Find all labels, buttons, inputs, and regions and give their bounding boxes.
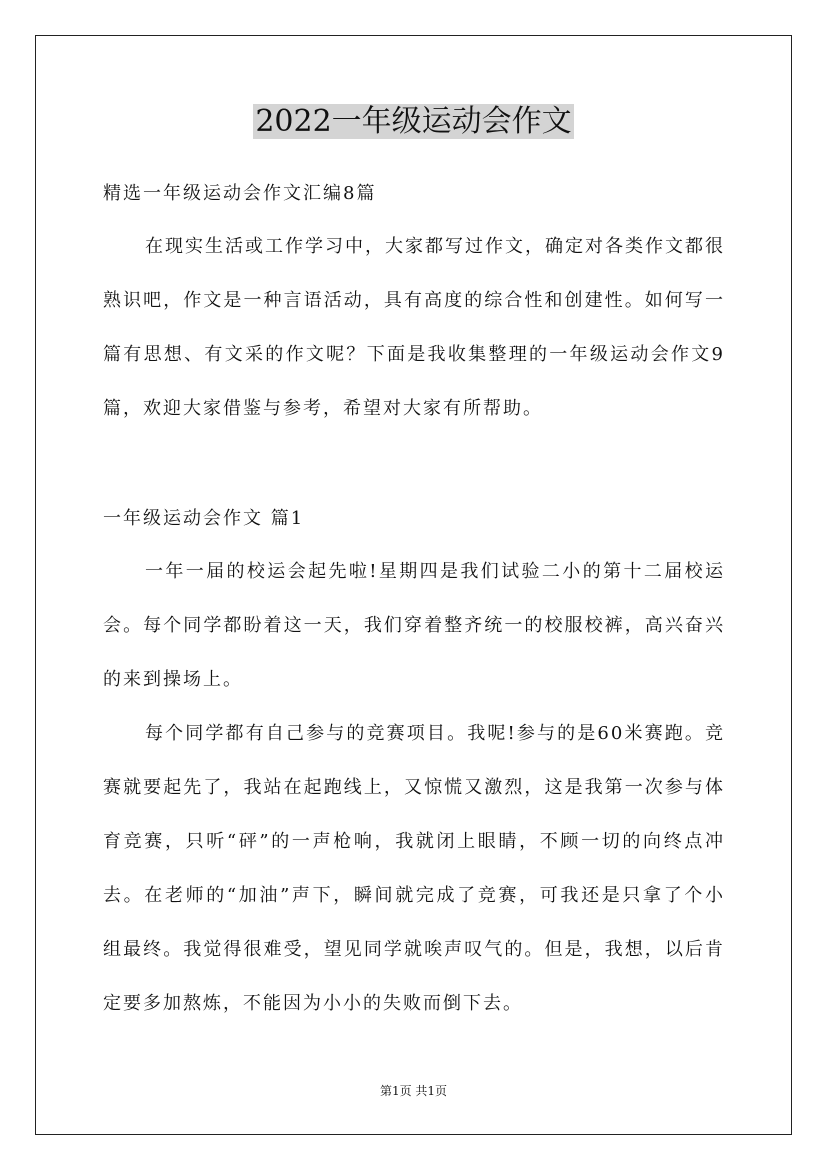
document-title-text: 2022一年级运动会作文 bbox=[255, 104, 572, 139]
page-footer: 第1页 共1页 bbox=[379, 1084, 448, 1098]
document-title bbox=[0, 100, 827, 144]
section-heading: 一年级运动会作文 篇1 bbox=[103, 508, 305, 529]
body-paragraph-2: 每个同学都有自己参与的竞赛项目。我呢!参与的是60米赛跑。竞赛就要起先了，我站在起跑线上，又惊慌又激烈，这是我第一次参与体育竞赛，只听“砰”的一声枪响，我就闭上眼睛，不顾一切的向终点冲去。在老师的“加油”声下，瞬间就完成了竞赛，可我还是只拿了个小组最终。我觉得很难受，望见同学就唉声叹气的。但是，我想，以后肯定要多加熬炼，不能因为小小的失败而倒下去。 bbox=[103, 723, 725, 1014]
intro-paragraph: 在现实生活或工作学习中，大家都写过作文，确定对各类作文都很熟识吧，作文是一种言语活动，具有高度的综合性和创建性。如何写一篇有思想、有文采的作文呢？下面是我收集整理的一年级运动会作文9篇，欢迎大家借鉴与参考，希望对大家有所帮助。 bbox=[103, 236, 725, 419]
document-subtitle: 精选一年级运动会作文汇编8篇 bbox=[103, 183, 377, 204]
body-paragraph-1: 一年一届的校运会起先啦!星期四是我们试验二小的第十二届校运会。每个同学都盼着这一天，我们穿着整齐统一的校服校裤，高兴奋兴的来到操场上。 bbox=[103, 561, 725, 690]
